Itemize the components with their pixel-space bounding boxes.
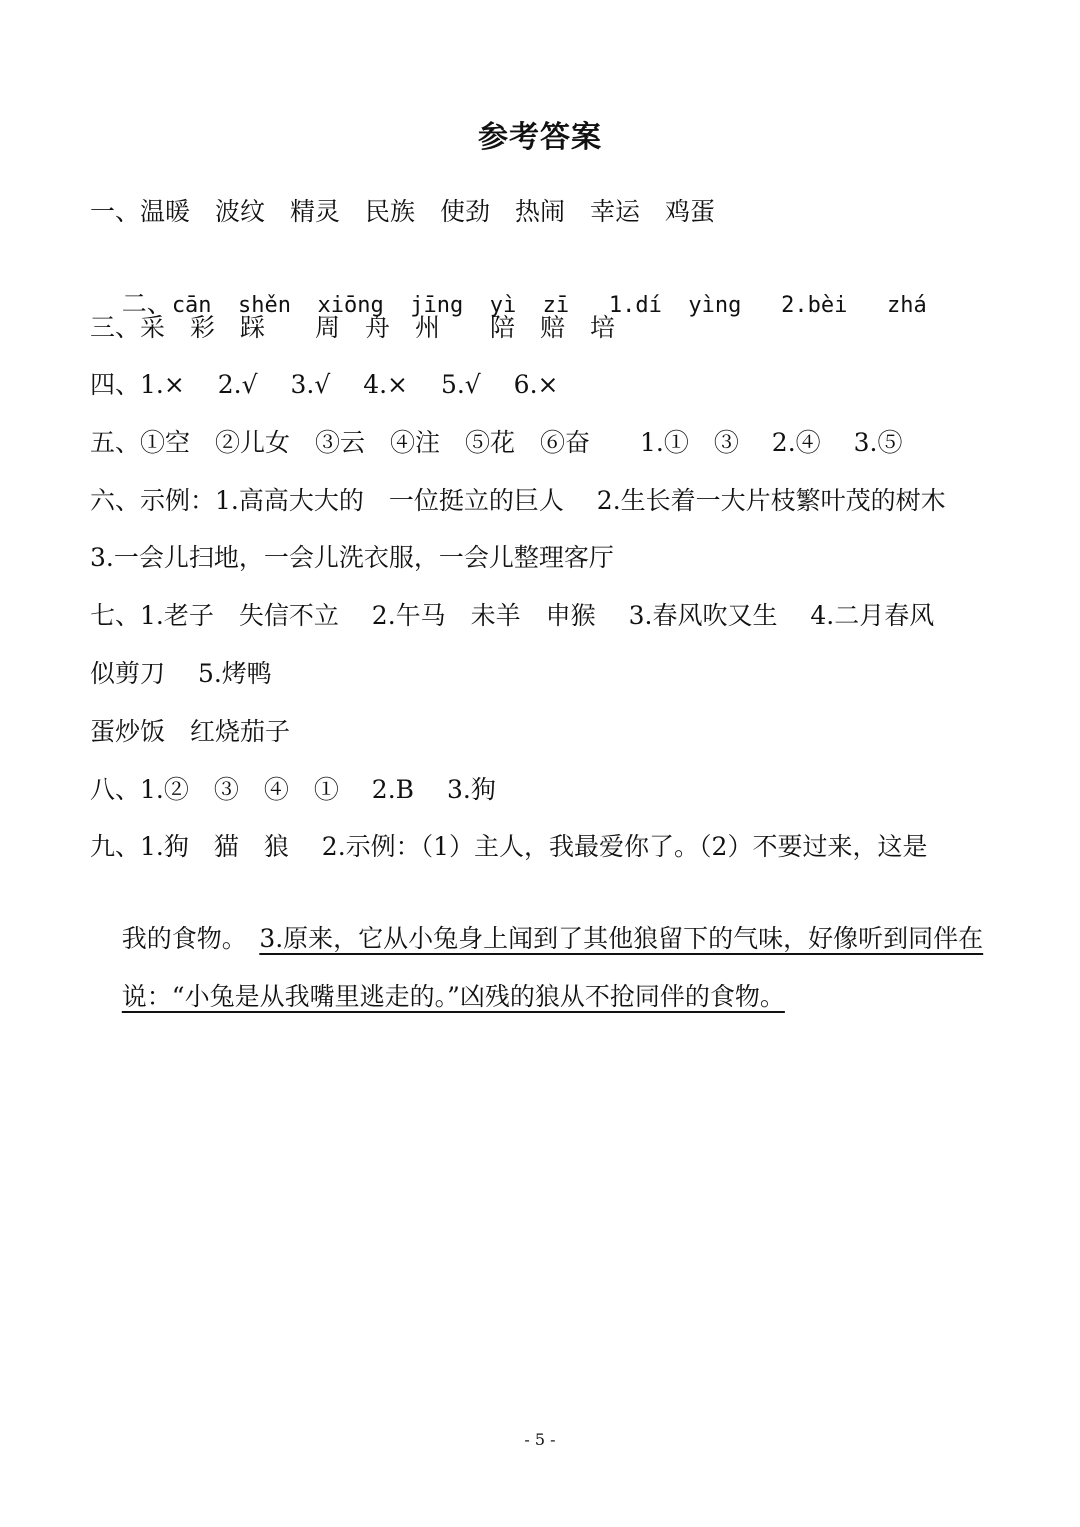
answer-section-7-continued-2: 蛋炒饭 红烧茄子 (90, 717, 291, 746)
answer-section-1: 一、温暖 波纹 精灵 民族 使劲 热闹 幸运 鸡蛋 (90, 197, 716, 226)
page-title: 参考答案 (478, 120, 602, 155)
answer-section-3: 三、采 彩 踩 周 舟 州 陪 赔 培 (90, 313, 616, 342)
section-9-plain-text: 我的食物。 (121, 924, 260, 953)
answer-section-7: 七、1.老子 失信不立 2.午马 未羊 申猴 3.春风吹又生 4.二月春风 (90, 601, 935, 630)
section-9-underlined-text-2: 说：“小兔是从我嘴里逃走的。”凶残的狼从不抢同伴的食物。 (121, 982, 785, 1011)
answer-section-9-continued-2 (90, 946, 984, 1048)
answer-section-6: 六、示例：1.高高大大的 一位挺立的巨人 2.生长着一大片枝繁叶茂的树木 (90, 486, 946, 515)
answer-section-8: 八、1.② ③ ④ ① 2.B 3.狗 (90, 775, 496, 804)
section-2-pinyin: cān shěn xiōng jīng yì zī 1.dí yìng 2.bèi zhá (171, 293, 927, 318)
answer-section-7-continued: 似剪刀 5.烤鸭 (90, 659, 272, 688)
answer-section-9: 九、1.狗 猫 狼 2.示例：（1）主人，我最爱你了。（2）不要过来，这是 (90, 832, 928, 861)
section-9-underlined-text: 3.原来，它从小兔身上闻到了其他狼留下的气味，好像听到同伴在 (259, 924, 984, 953)
answer-section-4: 四、1.× 2.√ 3.√ 4.× 5.√ 6.× (90, 370, 559, 399)
section-2-label: 二、 (121, 289, 172, 318)
answer-section-5: 五、①空 ②儿女 ③云 ④注 ⑤花 ⑥奋 1.① ③ 2.④ 3.⑤ (90, 428, 903, 457)
page-number: - 5 - (524, 1430, 556, 1449)
answer-section-6-continued: 3.一会儿扫地，一会儿洗衣服，一会儿整理客厅 (90, 543, 614, 572)
